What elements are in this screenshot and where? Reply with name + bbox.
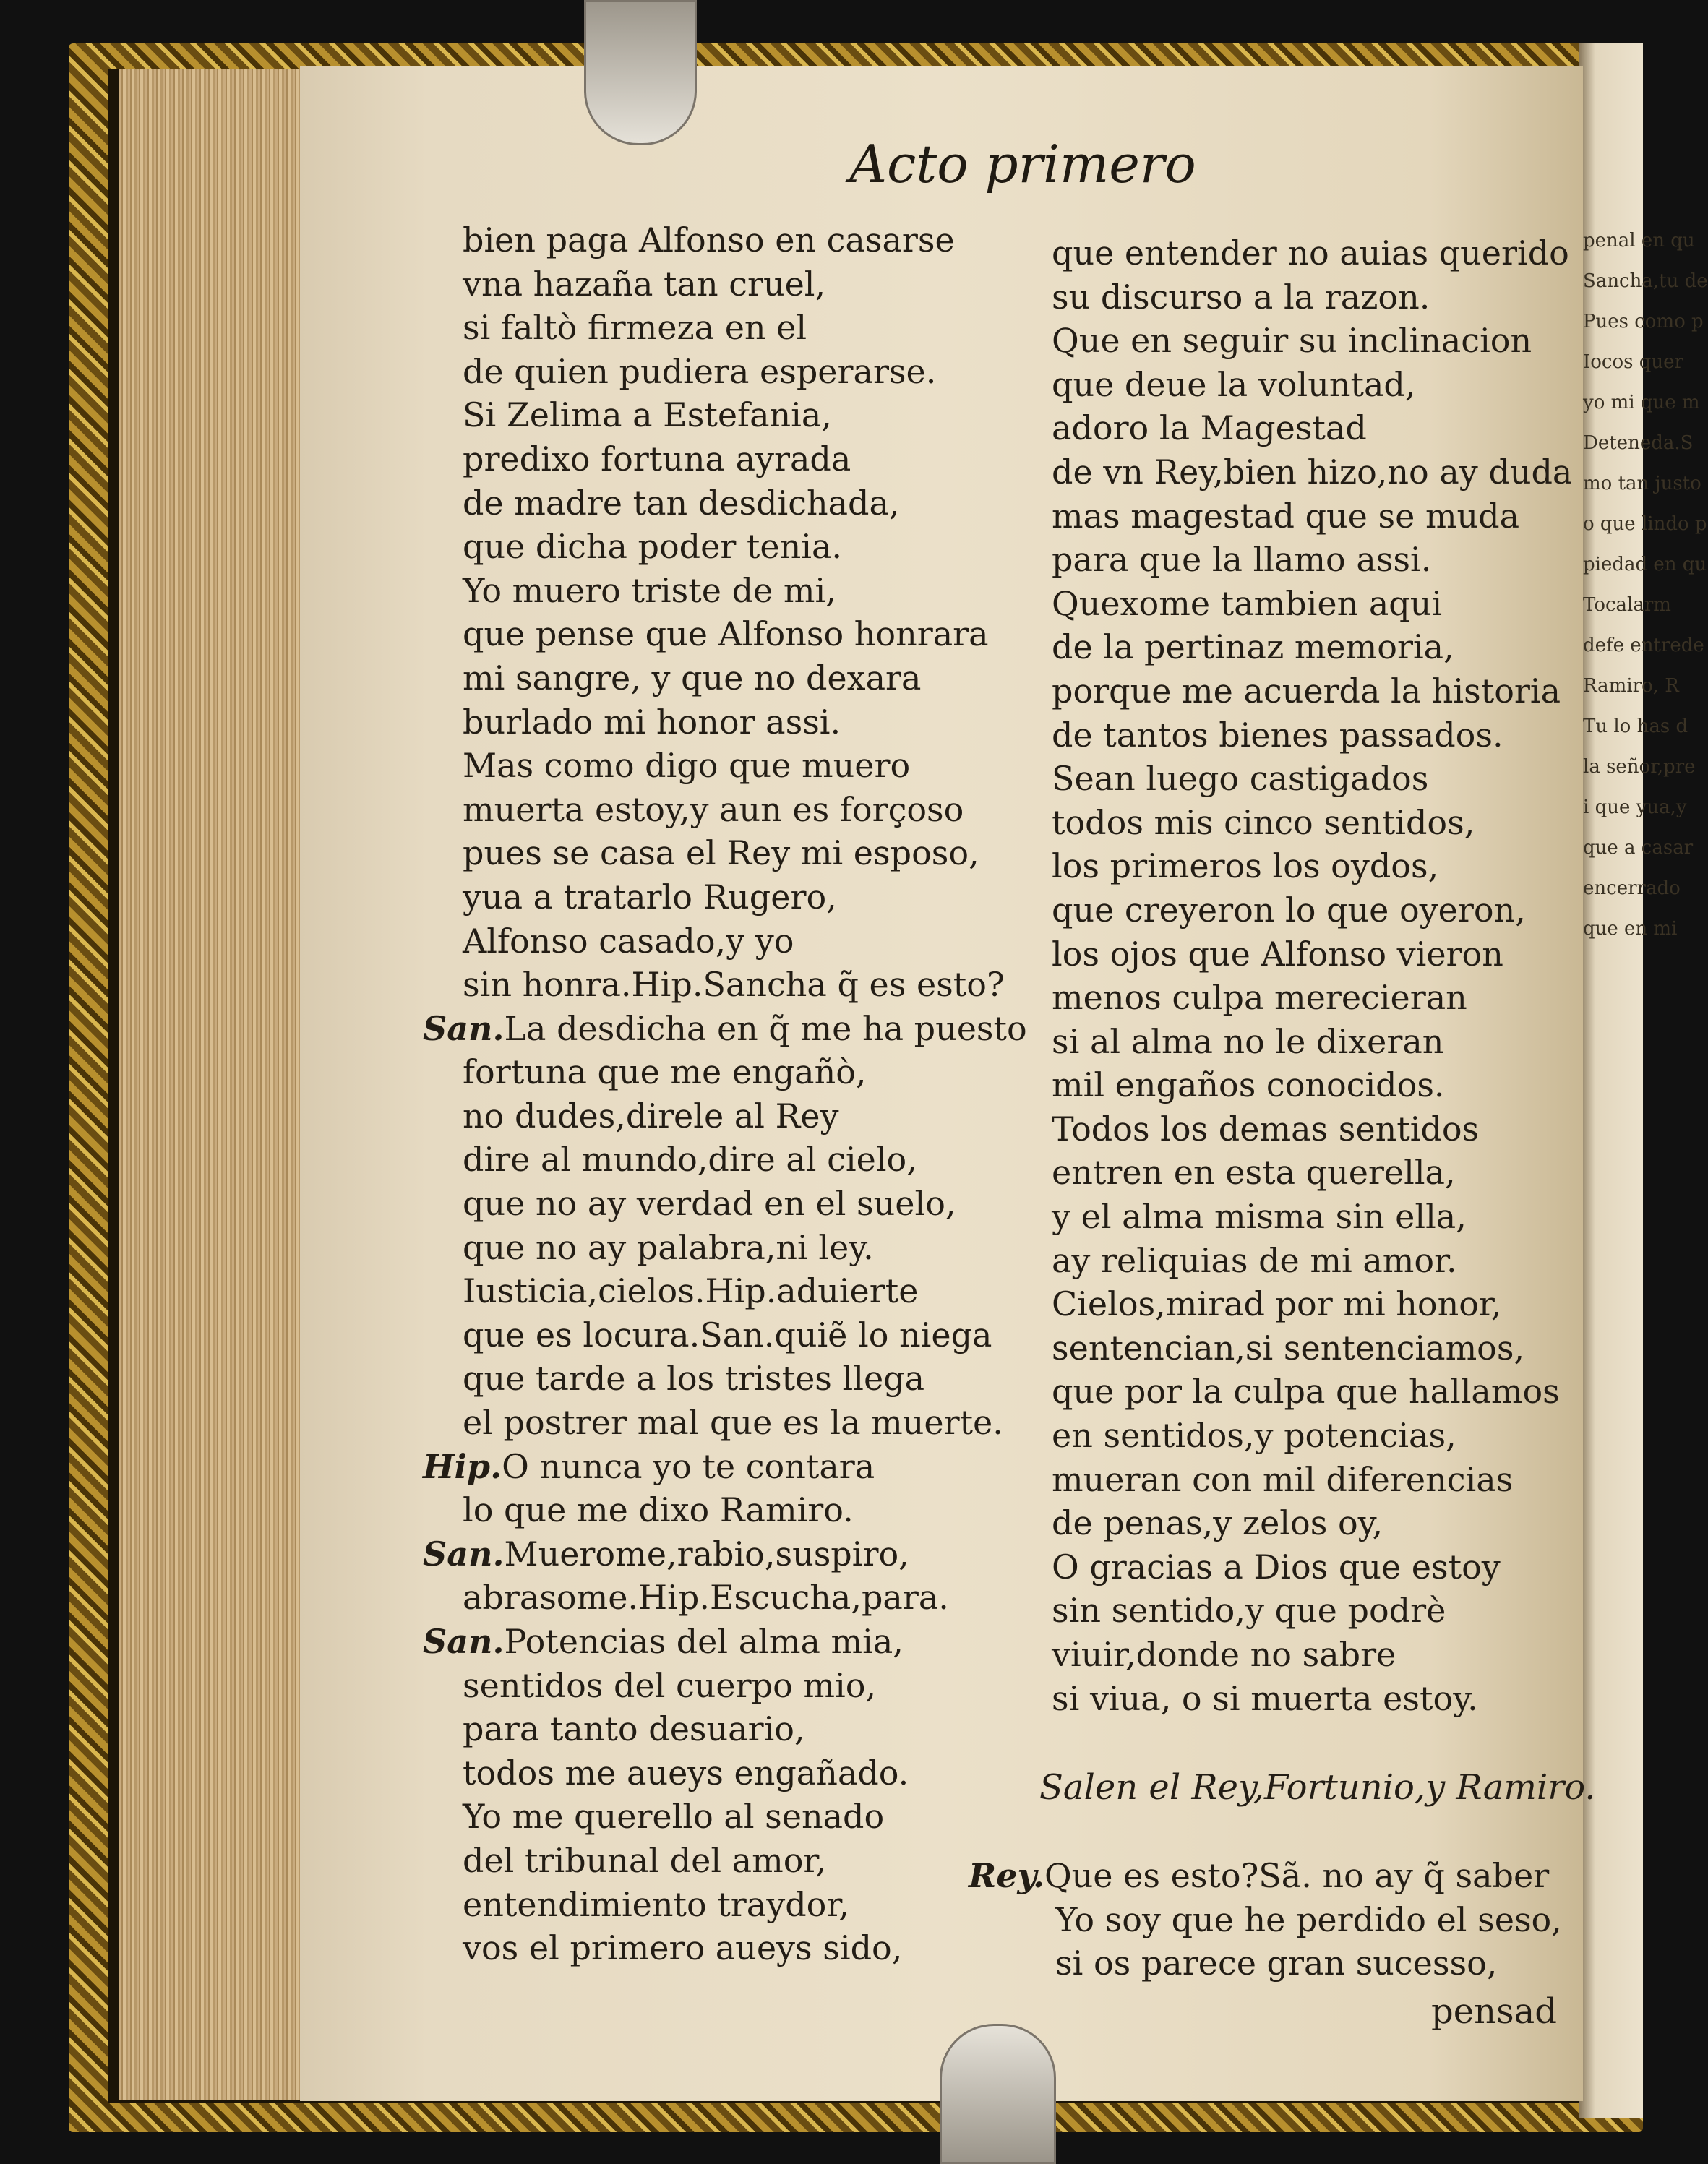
verse-text: Iusticia,cielos.Hip.aduierte [463,1271,919,1311]
verse-text: yua a tratarlo Rugero, [463,877,837,916]
edge-fragment: encerrado [1583,877,1681,899]
verse-text: abrasome.Hip.Escucha,para. [463,1578,949,1618]
verse-line: sentencian,si sentenciamos, [1052,1328,1525,1367]
verse-line [463,788,1027,832]
edge-fragment: o que lindo p [1583,513,1707,535]
verse-line [463,437,1027,481]
verse-line [463,1401,1027,1445]
edge-fragment: Sancha,tu de [1583,270,1708,292]
verse-line: Cielos,mirad por mi honor, [1052,1284,1502,1324]
verse-line: que por la culpa que hallamos [1052,1372,1560,1412]
verse-line: para que la llamo assi. [1052,540,1432,580]
verse-line [463,963,1027,1007]
verse-line [463,1488,1027,1532]
verse-line: si al alma no le dixeran [1052,1021,1444,1061]
verse-line [463,1269,1027,1313]
verse-line: Quexome tambien aqui [1052,583,1443,623]
edge-fragment: Tu lo has d [1583,716,1688,737]
edge-fragment: defe entrede [1583,635,1704,656]
edge-fragment: yo mi que m [1583,392,1700,413]
verse-line [423,1007,1027,1051]
right-column-continuation [969,1854,1562,1985]
page-block-edge [119,69,300,2100]
edge-fragment: Iocos quer [1583,351,1683,373]
verse-text: para tanto desuario, [463,1709,805,1749]
verse-text: Alfonso casado,y yo [463,921,794,961]
verse-line: O gracias a Dios que estoy [1052,1547,1501,1586]
verse-line: los ojos que Alfonso vieron [1052,934,1503,974]
book-clip-bottom [940,2024,1056,2164]
verse-line: de vn Rey,bien hizo,no ay duda [1052,452,1573,491]
verse-line: de tantos bienes passados. [1052,715,1503,755]
edge-fragment: la señor,pre [1583,756,1696,778]
verse-line [463,1839,1027,1883]
verse-text: entendimiento traydor, [463,1884,849,1924]
verse-text: fortuna que me engañò, [463,1052,867,1092]
verse-line [463,481,1027,525]
verse-text: mi sangre, y que no dexara [463,658,922,697]
verse-text: si faltò firmeza en el [463,308,807,348]
verse-line: ay reliquias de mi amor. [1052,1240,1457,1280]
verse-text: dire al mundo,dire al cielo, [463,1140,917,1180]
verse-line [463,700,1027,744]
verse-line: porque me acuerda la historia [1052,671,1561,710]
verse-line: mas magestad que se muda [1052,496,1520,536]
verse-line [969,1854,1562,1898]
speaker-label: San. [423,1534,505,1573]
verse-line: los primeros los oydos, [1052,846,1439,886]
verse-line [463,612,1027,656]
verse-text: lo que me dixo Ramiro. [463,1490,854,1530]
verse-text: bien paga Alfonso en casarse [463,220,955,259]
verse-line: mueran con mil diferencias [1052,1459,1514,1499]
verse-line [423,1445,1027,1489]
edge-fragment: piedad en qu [1583,554,1707,575]
book-clip-top [584,0,697,145]
verse-text: vos el primero aueys sido, [463,1928,903,1968]
verse-text: todos me aueys engañado. [463,1753,909,1792]
verse-line: su discurso a la razon. [1052,277,1430,317]
verse-text: el postrer mal que es la muerte. [463,1403,1003,1443]
verse-line: viuir,donde no sabre [1052,1635,1396,1674]
verse-text: sin honra.Hip.Sancha q̃ es esto? [463,965,1005,1005]
verse-line: menos culpa merecieran [1052,978,1467,1018]
verse-text: Si Zelima a Estefania, [463,395,832,435]
verse-line [463,1313,1027,1357]
verse-line [463,218,1027,262]
verse-line [463,831,1027,875]
verse-line [463,1138,1027,1182]
verse-text: que es locura.San.quiẽ lo niega [463,1315,992,1354]
adjacent-page-text [1583,220,1708,949]
edge-fragment: i que yua,y [1583,797,1687,818]
verse-text: vna hazaña tan cruel, [463,264,826,304]
verse-line: en sentidos,y potencias, [1052,1416,1456,1456]
verse-text: que tarde a los tristes llega [463,1359,925,1399]
verse-text: que pense que Alfonso honrara [463,614,989,654]
verse-line: Sean luego castigados [1052,759,1429,799]
speaker-label: San. [423,1008,505,1048]
verse-line [463,1576,1027,1620]
verse-line [423,1620,1027,1664]
verse-text: O nunca yo te contara [502,1446,875,1486]
verse-line: y el alma misma sin ella, [1052,1197,1467,1237]
verse-text: Potencias del alma mia, [504,1622,904,1661]
verse-text: Yo me querello al senado [463,1797,885,1837]
verse-text: Muerome,rabio,suspiro, [504,1534,909,1573]
verse-line [463,569,1027,613]
speaker-label: San. [423,1622,505,1661]
verse-line: si viua, o si muerta estoy. [1052,1678,1478,1718]
verse-line [463,306,1027,350]
verse-line [463,1751,1027,1795]
verse-line [1055,1941,1562,1985]
verse-line [463,919,1027,963]
edge-fragment: Pues como p [1583,311,1704,332]
verse-line: que deue la voluntad, [1052,364,1416,404]
verse-text: Que es esto?Sã. no ay q̃ saber [1044,1856,1550,1895]
verse-text: que no ay verdad en el suelo, [463,1184,956,1224]
verse-text: del tribunal del amor, [463,1840,826,1880]
verse-text: predixo fortuna ayrada [463,439,851,478]
edge-fragment: Deteneda.S [1583,432,1694,454]
verse-line [463,1883,1027,1927]
verse-text: de quien pudiera esperarse. [463,351,937,391]
verse-text: Yo muero triste de mi, [463,570,836,610]
verse-line: entren en esta querella, [1052,1153,1456,1193]
verse-line [463,656,1027,700]
verse-line [463,744,1027,788]
edge-fragment: penal en qu [1583,230,1695,252]
verse-text: muerta estoy,y aun es forçoso [463,789,964,829]
verse-line [423,1532,1027,1576]
edge-fragment: Tocalarm [1583,594,1671,616]
left-column [423,218,1027,1970]
verse-text: burlado mi honor assi. [463,702,841,742]
verse-line [463,1357,1027,1401]
verse-text: Mas como digo que muero [463,746,911,786]
verse-line: adoro la Magestad [1052,408,1367,448]
speaker-label: Hip. [423,1446,502,1486]
verse-text: no dudes,direle al Rey [463,1096,839,1135]
verse-line [463,262,1027,306]
verse-text: La desdicha en q̃ me ha puesto [504,1008,1027,1048]
verse-text: si os parece gran sucesso, [1055,1944,1498,1983]
verse-text: Yo soy que he perdido el seso, [1055,1899,1562,1939]
verse-text: que dicha poder tenia. [463,527,843,567]
verse-line [463,350,1027,394]
verse-line [463,1664,1027,1708]
edge-fragment: que a casar [1583,837,1694,859]
edge-fragment: que en mi [1583,918,1678,940]
verse-line [463,1094,1027,1138]
verse-line: mil engaños conocidos. [1052,1065,1445,1105]
verse-line [463,1226,1027,1270]
right-column [1052,231,1572,1720]
verse-line [463,1182,1027,1226]
stage-direction: Salen el Rey,Fortunio,y Ramiro. [1039,1767,1596,1808]
verse-line: todos mis cinco sentidos, [1052,802,1475,842]
verse-text: de madre tan desdichada, [463,483,900,523]
edge-fragment: mo tan justo [1583,473,1701,494]
verse-text: que no ay palabra,ni ley. [463,1227,874,1267]
verse-line: que entender no auias querido [1052,233,1569,272]
verse-line: Que en seguir su inclinacion [1052,321,1532,361]
catchword: pensad [1431,1991,1558,2032]
verse-line [463,525,1027,569]
running-header: Acto primero [849,134,1196,194]
verse-line [1055,1898,1562,1942]
verse-line [463,1926,1027,1970]
verse-line [463,393,1027,437]
verse-line [463,1707,1027,1751]
verse-line [463,875,1027,919]
verse-line [463,1050,1027,1094]
speaker-label: Rey. [969,1856,1044,1895]
verse-text: pues se casa el Rey mi esposo, [463,833,979,873]
edge-fragment: Ramiro, R [1583,675,1679,697]
verse-line: Todos los demas sentidos [1052,1109,1480,1148]
verse-line: sin sentido,y que podrè [1052,1591,1446,1631]
verse-line: de penas,y zelos oy, [1052,1503,1383,1543]
verse-line: de la pertinaz memoria, [1052,627,1454,667]
verse-text: sentidos del cuerpo mio, [463,1665,877,1705]
verse-line [463,1795,1027,1839]
verse-line: que creyeron lo que oyeron, [1052,890,1526,929]
